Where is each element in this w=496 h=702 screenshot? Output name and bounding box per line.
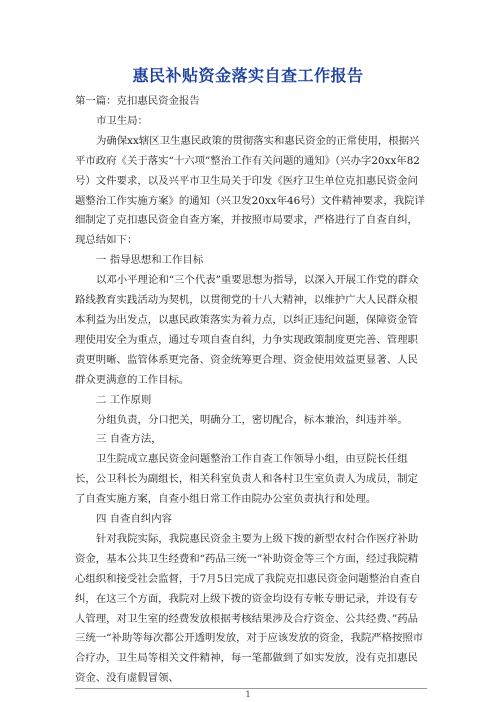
- footer-divider: [75, 688, 427, 689]
- salutation: 市卫生局：: [96, 114, 148, 127]
- section-heading: 第一篇：克扣惠民资金报告: [75, 95, 200, 107]
- subheading: 三 自查方法，: [96, 433, 162, 446]
- paragraph: 分组负责，分口把关，明确分工，密切配合，标本兼治，纠违并举。: [96, 413, 408, 426]
- paragraph: 针对我院实际，我院惠民资金主要为上级下拨的新型农村合作医疗补助资金，基本公共卫生经费和“药品三统一”补助资金等三个方面，经过我院精心组织和接受社会监督，于7月5日完成了我院克扣惠民资金问题整治自查自纠，在这三个方面，我院对上级下拨的资金均设有专帐专册记录，并设有专人管理，对卫生室的经费发放根据考核结果涉及合疗资金、公共经费、”药品三统一“补助等每次都公开透明发放，对于应该发放的资金，我院严格按照市合疗办，卫生局等相关文件精神，每一笔都做到了如实发放，没有克扣惠民资金、没有虚假冒领、: [75, 532, 424, 685]
- document-body: [75, 92, 427, 689]
- paragraph: 为确保xx辖区卫生惠民政策的贯彻落实和惠民资金的正常使用，根据兴平市政府《关于落实“十六项”整治工作有关问题的通知》（兴办字20xx年82号）文件要求，以及兴平市卫生局关于印发《医疗卫生单位克扣惠民资金问题整治工作实施方案》的通知（兴卫发20xx年46号）文件精神要求，我院详细制定了克扣惠民资金自查方案，并按照市局要求，严格进行了自查自纠，现总结如下：: [75, 134, 425, 247]
- subheading: 二 工作原则: [96, 393, 152, 406]
- page-number: 1: [245, 690, 251, 699]
- subheading: 四 自查自纠内容: [96, 513, 173, 526]
- subheading: 一 指导思想和工作目标: [96, 254, 204, 267]
- paragraph: 以邓小平理论和“三个代表”重要思想为指导，以深入开展工作党的群众路线教育实践活动为契机，以贯彻党的十八大精神，以维护广大人民群众根本利益为出发点，以惠民政策落实为着力点，以纠正违纪问题，保障资金管理使用安全为重点，通过专项自查自纠，力争实现政策制度更完善、管理职责更明晰、监管体系更完备、资金统筹更合理、资金使用效益更显著、人民群众更满意的工作目标。: [75, 274, 419, 386]
- paragraph: 卫生院成立惠民资金问题整治工作自查工作领导小组，由豆院长任组长，公卫科长为副组长，相关科室负责人和各村卫生室负责人为成员，制定了自查实施方案，自查小组日常工作由院办公室负责执行和处理。: [75, 453, 418, 506]
- document-title: 惠民补贴资金落实自查工作报告: [132, 66, 364, 85]
